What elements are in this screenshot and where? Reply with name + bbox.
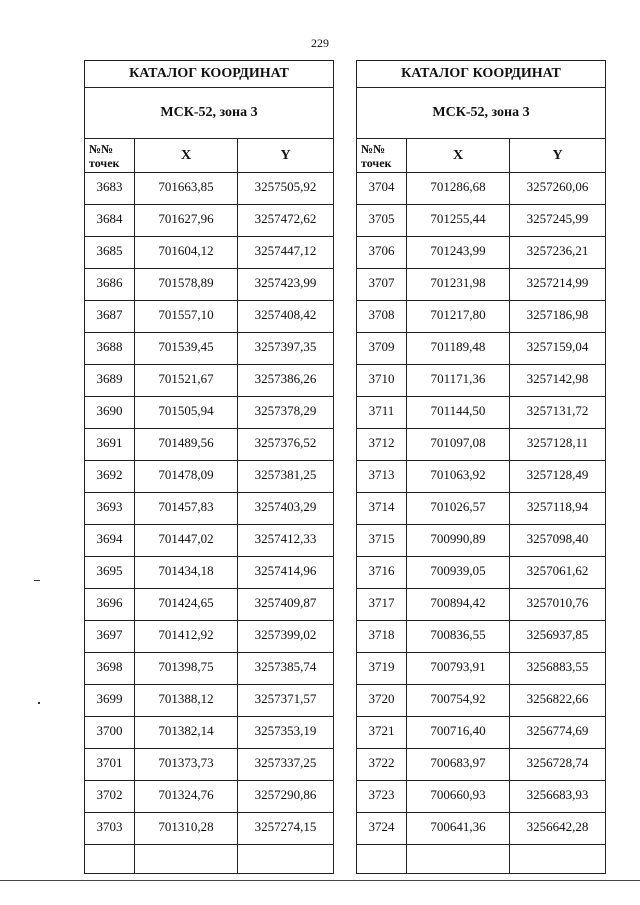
x-coordinate-cell: 701457,83 [135,493,238,525]
x-coordinate-cell: 701286,68 [407,173,510,205]
x-coordinate-cell: 701243,99 [407,237,510,269]
table-row [357,269,606,301]
x-coordinate-cell: 700990,89 [407,525,510,557]
point-number-cell: 3695 [85,557,135,589]
x-coordinate-cell: 701424,65 [135,589,238,621]
table-row [85,813,334,845]
y-coordinate-cell: 3257236,21 [510,237,606,269]
point-number-cell: 3719 [357,653,407,685]
y-coordinate-cell: 3257128,11 [510,429,606,461]
catalog-zone: МСК-52, зона 3 [85,88,334,139]
y-coordinate-cell: 3257414,96 [238,557,334,589]
y-coordinate-cell: 3257408,42 [238,301,334,333]
y-coordinate-cell: 3256683,93 [510,781,606,813]
point-number-cell: 3707 [357,269,407,301]
x-coordinate-cell: 700754,92 [407,685,510,717]
point-number-cell: 3701 [85,749,135,781]
x-coordinate-cell: 701171,36 [407,365,510,397]
point-number-cell: 3714 [357,493,407,525]
empty-cell [85,845,135,874]
point-number-cell: 3700 [85,717,135,749]
table-row [357,493,606,525]
point-number-cell: 3703 [85,813,135,845]
x-coordinate-cell: 701231,98 [407,269,510,301]
y-coordinate-cell: 3257505,92 [238,173,334,205]
x-coordinate-cell: 701255,44 [407,205,510,237]
y-coordinate-cell: 3256883,55 [510,653,606,685]
point-number-cell: 3715 [357,525,407,557]
y-coordinate-cell: 3257010,76 [510,589,606,621]
y-coordinate-cell: 3256642,28 [510,813,606,845]
x-coordinate-cell: 701627,96 [135,205,238,237]
table-tail-row [357,845,606,874]
table-row [357,173,606,205]
x-coordinate-cell: 700836,55 [407,621,510,653]
table-row [85,685,334,717]
y-coordinate-cell: 3257371,57 [238,685,334,717]
catalog-title: КАТАЛОГ КООРДИНАТ [357,61,606,88]
point-number-cell: 3691 [85,429,135,461]
y-coordinate-cell: 3257353,19 [238,717,334,749]
coordinate-catalog-table-left [84,60,334,874]
y-coordinate-cell: 3256822,66 [510,685,606,717]
y-coordinate-cell: 3257472,62 [238,205,334,237]
point-number-cell: 3720 [357,685,407,717]
y-coordinate-cell: 3257403,29 [238,493,334,525]
point-number-cell: 3696 [85,589,135,621]
table-row [357,333,606,365]
table-row [357,237,606,269]
x-coordinate-cell: 700716,40 [407,717,510,749]
point-number-cell: 3704 [357,173,407,205]
x-coordinate-cell: 701310,28 [135,813,238,845]
y-coordinate-cell: 3257376,52 [238,429,334,461]
y-coordinate-cell: 3257128,49 [510,461,606,493]
x-coordinate-cell: 701663,85 [135,173,238,205]
table-row [85,173,334,205]
x-coordinate-cell: 701505,94 [135,397,238,429]
point-number-cell: 3688 [85,333,135,365]
table-row [85,429,334,461]
table-row [357,653,606,685]
y-coordinate-cell: 3257186,98 [510,301,606,333]
y-coordinate-cell: 3257386,26 [238,365,334,397]
scan-speck [34,580,40,581]
column-header-y: Y [238,139,334,173]
x-coordinate-cell: 701388,12 [135,685,238,717]
x-coordinate-cell: 701434,18 [135,557,238,589]
table-row [357,397,606,429]
point-number-cell: 3694 [85,525,135,557]
x-coordinate-cell: 700683,97 [407,749,510,781]
point-number-cell: 3708 [357,301,407,333]
table-row [85,557,334,589]
y-coordinate-cell: 3256728,74 [510,749,606,781]
column-header-y: Y [510,139,606,173]
y-coordinate-cell: 3257423,99 [238,269,334,301]
x-coordinate-cell: 701217,80 [407,301,510,333]
point-number-cell: 3716 [357,557,407,589]
y-coordinate-cell: 3257118,94 [510,493,606,525]
point-number-cell: 3687 [85,301,135,333]
y-coordinate-cell: 3256937,85 [510,621,606,653]
x-coordinate-cell: 700660,93 [407,781,510,813]
y-coordinate-cell: 3257447,12 [238,237,334,269]
point-number-cell: 3709 [357,333,407,365]
x-coordinate-cell: 701578,89 [135,269,238,301]
table-row [85,237,334,269]
column-header-x: X [135,139,238,173]
table-row [357,717,606,749]
point-number-cell: 3706 [357,237,407,269]
y-coordinate-cell: 3257159,04 [510,333,606,365]
x-coordinate-cell: 701604,12 [135,237,238,269]
y-coordinate-cell: 3257399,02 [238,621,334,653]
point-number-cell: 3718 [357,621,407,653]
x-coordinate-cell: 701324,76 [135,781,238,813]
table-row [85,589,334,621]
table-row [85,365,334,397]
table-row [357,205,606,237]
x-coordinate-cell: 701489,56 [135,429,238,461]
table-row [85,781,334,813]
y-coordinate-cell: 3257337,25 [238,749,334,781]
x-coordinate-cell: 701447,02 [135,525,238,557]
y-coordinate-cell: 3257397,35 [238,333,334,365]
point-number-cell: 3724 [357,813,407,845]
empty-cell [135,845,238,874]
column-header-point-number: №№ точек [85,139,135,173]
x-coordinate-cell: 701521,67 [135,365,238,397]
empty-cell [238,845,334,874]
y-coordinate-cell: 3257274,15 [238,813,334,845]
y-coordinate-cell: 3257378,29 [238,397,334,429]
x-coordinate-cell: 701478,09 [135,461,238,493]
x-coordinate-cell: 701063,92 [407,461,510,493]
point-number-cell: 3684 [85,205,135,237]
table-row [357,301,606,333]
y-coordinate-cell: 3256774,69 [510,717,606,749]
y-coordinate-cell: 3257214,99 [510,269,606,301]
coordinate-catalog-table-right [356,60,606,874]
table-row [357,525,606,557]
table-row [357,589,606,621]
point-number-cell: 3722 [357,749,407,781]
y-coordinate-cell: 3257290,86 [238,781,334,813]
point-number-cell: 3697 [85,621,135,653]
catalog-body [85,173,334,874]
catalog-zone: МСК-52, зона 3 [357,88,606,139]
y-coordinate-cell: 3257385,74 [238,653,334,685]
table-tail-row [85,845,334,874]
point-number-cell: 3690 [85,397,135,429]
empty-cell [407,845,510,874]
point-number-cell: 3692 [85,461,135,493]
y-coordinate-cell: 3257412,33 [238,525,334,557]
y-coordinate-cell: 3257245,99 [510,205,606,237]
table-row [357,365,606,397]
page-number: 229 [311,36,329,50]
y-coordinate-cell: 3257142,98 [510,365,606,397]
x-coordinate-cell: 701026,57 [407,493,510,525]
point-number-cell: 3698 [85,653,135,685]
y-coordinate-cell: 3257260,06 [510,173,606,205]
y-coordinate-cell: 3257381,25 [238,461,334,493]
x-coordinate-cell: 701189,48 [407,333,510,365]
point-number-cell: 3685 [85,237,135,269]
table-row [357,749,606,781]
bottom-rule [0,880,640,881]
table-row [85,621,334,653]
column-header-point-number: №№ точек [357,139,407,173]
table-row [357,461,606,493]
table-row [357,621,606,653]
x-coordinate-cell: 700793,91 [407,653,510,685]
y-coordinate-cell: 3257131,72 [510,397,606,429]
point-number-cell: 3705 [357,205,407,237]
point-number-cell: 3693 [85,493,135,525]
x-coordinate-cell: 701097,08 [407,429,510,461]
table-row [85,301,334,333]
y-coordinate-cell: 3257409,87 [238,589,334,621]
table-row [357,685,606,717]
x-coordinate-cell: 701373,73 [135,749,238,781]
point-number-cell: 3689 [85,365,135,397]
catalog-title: КАТАЛОГ КООРДИНАТ [85,61,334,88]
point-number-cell: 3713 [357,461,407,493]
table-row [85,717,334,749]
table-row [85,493,334,525]
point-number-cell: 3686 [85,269,135,301]
x-coordinate-cell: 700939,05 [407,557,510,589]
point-number-cell: 3683 [85,173,135,205]
x-coordinate-cell: 701382,14 [135,717,238,749]
empty-cell [510,845,606,874]
point-number-cell: 3721 [357,717,407,749]
y-coordinate-cell: 3257098,40 [510,525,606,557]
x-coordinate-cell: 701539,45 [135,333,238,365]
point-number-cell: 3717 [357,589,407,621]
table-row [85,653,334,685]
table-row [357,781,606,813]
point-number-cell: 3699 [85,685,135,717]
point-number-cell: 3702 [85,781,135,813]
table-row [85,269,334,301]
column-header-x: X [407,139,510,173]
table-row [85,333,334,365]
point-number-cell: 3711 [357,397,407,429]
table-row [85,461,334,493]
catalog-body [357,173,606,874]
x-coordinate-cell: 701412,92 [135,621,238,653]
x-coordinate-cell: 701557,10 [135,301,238,333]
point-number-cell: 3710 [357,365,407,397]
table-row [357,429,606,461]
point-number-cell: 3723 [357,781,407,813]
point-number-cell: 3712 [357,429,407,461]
x-coordinate-cell: 700641,36 [407,813,510,845]
table-row [85,749,334,781]
table-row [357,813,606,845]
table-row [85,205,334,237]
x-coordinate-cell: 700894,42 [407,589,510,621]
scan-speck [38,702,40,704]
table-row [85,525,334,557]
empty-cell [357,845,407,874]
y-coordinate-cell: 3257061,62 [510,557,606,589]
x-coordinate-cell: 701398,75 [135,653,238,685]
table-row [85,397,334,429]
x-coordinate-cell: 701144,50 [407,397,510,429]
table-row [357,557,606,589]
